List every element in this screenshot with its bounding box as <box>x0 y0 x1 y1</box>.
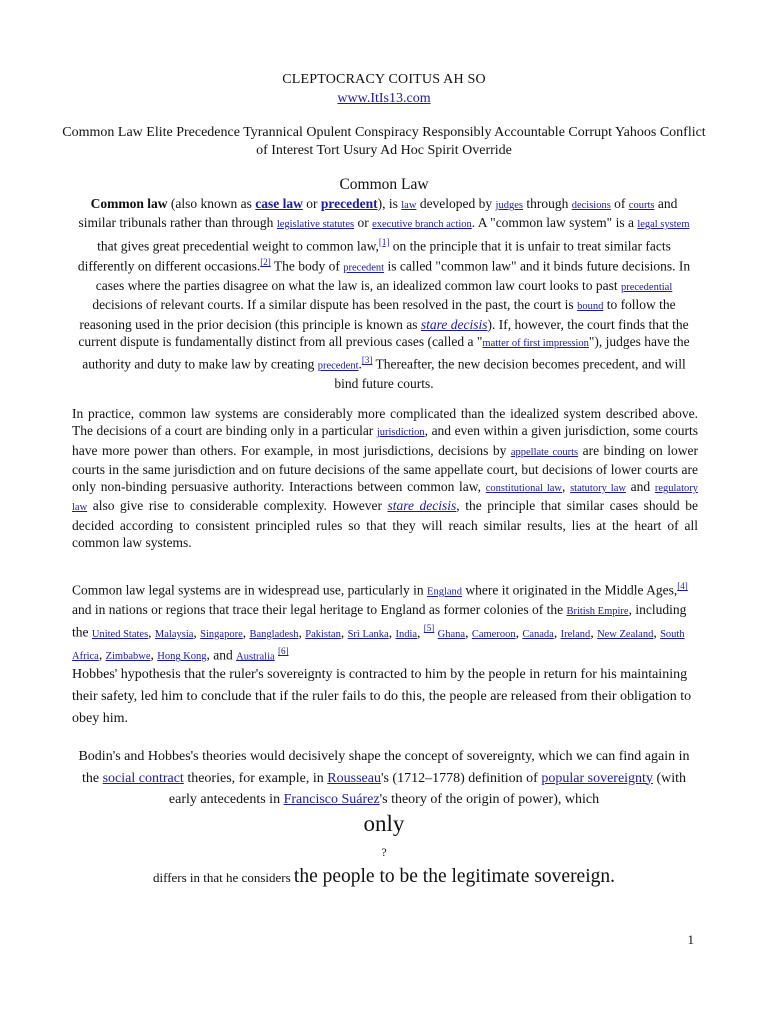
link-country-india[interactable]: India <box>395 628 418 640</box>
link-francisco-suarez[interactable]: Francisco Suárez <box>283 792 380 807</box>
link-matter-of-first-impression[interactable]: matter of first impression <box>482 338 589 350</box>
link-country-ghana[interactable]: Ghana <box>437 628 466 640</box>
document-title: CLEPTOCRACY COITUS AH SO <box>282 72 486 87</box>
link-legal-system[interactable]: legal system <box>637 219 690 231</box>
paragraph-practice: In practice, common law systems are considerably more complicated than the idealized system described above. The decisions of a court are binding only in a particular jurisdiction, and even within a given jurisdiction, some courts have more power than others. For example, in most jurisdictions, decisions by appellate courts are binding on lower courts in the same jurisdiction and on future decisions of the same appellate court, but decisions of lower courts are only non-binding persuasive authority. Interactions between common law, constitutional law, statutory law and regulatory law also give rise to considerable complexity. However stare decisis, the principle that similar cases should be decided according to consistent principled rules so that they will reach similar results, lies at the heart of all common law systems. <box>72 406 699 551</box>
link-statutory-law[interactable]: statutory law <box>570 483 626 495</box>
page-number: 1 <box>687 932 694 947</box>
link-rousseau[interactable]: Rousseau <box>327 770 381 786</box>
website-link[interactable] <box>0 91 768 107</box>
link-country-south-africa[interactable]: South Africa <box>72 628 685 663</box>
link-country-bangladesh[interactable]: Bangladesh <box>249 628 299 640</box>
link-executive-branch-action[interactable]: executive branch action <box>372 219 472 231</box>
final-line <box>0 866 768 888</box>
link-precedent-bold[interactable]: precedent <box>320 196 378 211</box>
link-country-united-states[interactable]: United States <box>91 628 149 640</box>
link-country-hong-kong[interactable]: Hong Kong <box>157 651 207 663</box>
paragraph-hobbes: Hobbes' hypothesis that the ruler's sovereignty is contracted to him by the people in return for his maintaining their safety, led him to conclude that if the ruler fails to do this, the people are released from their obligation to obey him. <box>72 667 692 726</box>
link-courts[interactable]: courts <box>628 200 655 211</box>
link-regulatory-law[interactable]: regulatory law <box>72 483 698 514</box>
document-subtitle: Common Law Elite Precedence Tyrannical Opulent Conspiracy Responsibly Accountable Corrupt Yahoos Conflict of Interest Tort Usury Ad Hoc Spirit Override <box>62 125 706 158</box>
link-country-cameroon[interactable]: Cameroon <box>471 628 516 640</box>
reference-4[interactable]: [4] <box>677 581 688 591</box>
link-stare-decisis[interactable]: stare decisis <box>420 316 488 332</box>
link-bound[interactable]: bound <box>577 301 604 313</box>
section-heading: Common Law <box>339 176 429 193</box>
link-decisions[interactable]: decisions <box>571 200 611 211</box>
link-country-canada[interactable]: Canada <box>522 628 554 640</box>
website-url-link[interactable]: www.ItIs13.com <box>337 91 431 106</box>
link-legislative-statutes[interactable]: legislative statutes <box>276 219 355 231</box>
paragraph-bodin-hobbes: Bodin's and Hobbes's theories would decisively shape the concept of sovereignty, which we can find again in the social contract theories, for example, in Rousseau's (1712–1778) definition of popular sovereignty (with early antecedents in Francisco Suárez's theory of the origin of power), which <box>78 749 690 807</box>
reference-5[interactable]: [5] <box>423 623 435 634</box>
reference-1[interactable]: [1] <box>378 236 390 247</box>
question-mark: ? <box>381 845 387 859</box>
link-precedential[interactable]: precedential <box>620 282 673 294</box>
link-country-sri-lanka[interactable]: Sri Lanka <box>347 628 389 640</box>
link-country-ireland[interactable]: Ireland <box>560 628 591 640</box>
country-links-group-2: Ghana, Cameroon, Canada, Ireland, New Zealand, South Africa, Zimbabwe, Hong Kong, <box>72 624 685 663</box>
final-small-text: differs in that he considers <box>152 870 294 885</box>
reference-6[interactable]: [6] <box>278 645 289 656</box>
country-links-group-1: United States, Malaysia, Singapore, Bangladesh, Pakistan, Sri Lanka, India, <box>91 624 424 640</box>
term-common-law: Common law <box>90 196 168 211</box>
final-large-text: the people to be the legitimate sovereign. <box>293 866 616 887</box>
link-precedent[interactable]: precedent <box>343 262 385 274</box>
link-australia[interactable]: Australia <box>236 651 275 663</box>
link-country-malaysia[interactable]: Malaysia <box>154 628 194 640</box>
link-law[interactable]: law <box>401 200 417 211</box>
link-country-zimbabwe[interactable]: Zimbabwe <box>105 651 151 663</box>
link-case-law[interactable]: case law <box>255 196 303 211</box>
link-country-new-zealand[interactable]: New Zealand <box>597 628 654 640</box>
paragraph-widespread-use: Common law legal systems are in widespread use, particularly in England where it originated in the Middle Ages,[4] and in nations or regions that trace their legal heritage to England as former colonies of the British Empire, including the United States, Malaysia, Singapore, Bangladesh, Pakistan, Sri Lanka, India, [5] Ghana, Cameroon, Canada, Ireland, New Zealand, South Africa, Zimbabwe, Hong Kong, and Australia [6] <box>72 581 688 663</box>
reference-2[interactable]: [2] <box>260 257 271 268</box>
link-country-singapore[interactable]: Singapore <box>200 628 243 640</box>
link-stare-decisis-2[interactable]: stare decisis <box>387 498 457 514</box>
link-country-pakistan[interactable]: Pakistan <box>305 628 341 640</box>
link-popular-sovereignty[interactable]: popular sovereignty <box>541 770 653 786</box>
link-british-empire[interactable]: British Empire <box>566 605 629 617</box>
link-jurisdiction[interactable]: jurisdiction <box>376 427 425 439</box>
link-constitutional-law[interactable]: constitutional law <box>485 483 563 495</box>
link-appellate-courts[interactable]: appellate courts <box>510 446 579 458</box>
link-judges[interactable]: judges <box>495 200 523 211</box>
link-england[interactable]: England <box>427 586 463 598</box>
link-social-contract[interactable]: social contract <box>102 770 184 786</box>
intro-paragraph: Common law (also known as case law or precedent), is law developed by judges through decisions of courts and similar tribunals rather than through legislative statutes or executive branch action. A "common law system" is a legal system that gives great precedential weight to common law,[1] on the principle that it is unfair to treat similar facts differently on different occasions.[2] The body of precedent is called "common law" and it binds future decisions. In cases where the parties disagree on what the law is, an idealized common law court looks to past precedential decisions of relevant courts. If a similar dispute has been resolved in the past, the court is bound to follow the reasoning used in the prior decision (this principle is known as stare decisis). If, however, the court finds that the current dispute is fundamentally distinct from all previous cases (called a "matter of first impression"), judges have the authority and duty to make law by creating precedent.[3] Thereafter, the new decision becomes precedent, and will bind future courts. <box>77 196 691 392</box>
word-only: only <box>363 811 405 836</box>
reference-3[interactable]: [3] <box>361 355 373 366</box>
link-precedent-2[interactable]: precedent <box>317 360 359 372</box>
